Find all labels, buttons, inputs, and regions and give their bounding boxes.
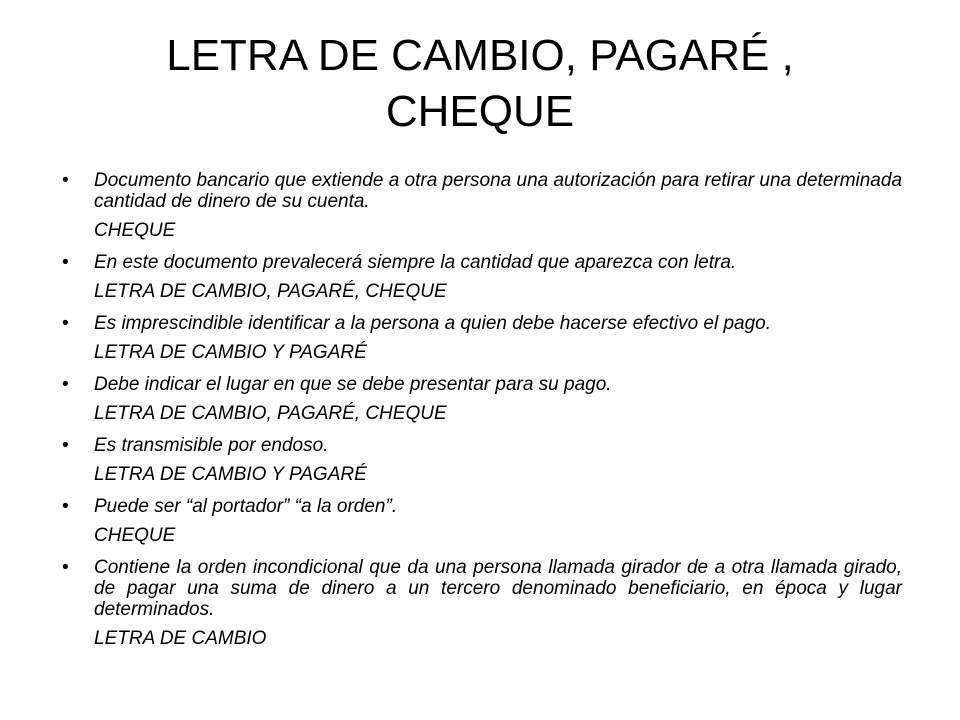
question-text: Contiene la orden incondicional que da una persona llamada girador de a otra llamada girado, de pagar una suma de dinero a un tercero denominado beneficiario, en época y lugar determinados. [94, 557, 902, 620]
question-text: En este documento prevalecerá siempre la cantidad que aparezca con letra. [94, 252, 737, 273]
slide-content [62, 170, 902, 660]
bullet-icon: • [62, 170, 69, 191]
question-item [62, 557, 902, 620]
answer-text: CHEQUE [94, 525, 176, 546]
question-text: Puede ser “al portador” “a la orden”. [94, 496, 398, 517]
answer-text: LETRA DE CAMBIO, PAGARÉ, CHEQUE [94, 281, 447, 302]
question-text: Es transmisible por endoso. [94, 435, 329, 456]
answer-text: LETRA DE CAMBIO [94, 628, 267, 649]
question-item [62, 374, 902, 395]
question-item [62, 435, 902, 456]
answer-text: LETRA DE CAMBIO Y PAGARÉ [94, 342, 367, 363]
bullet-icon: • [62, 313, 69, 334]
bullet-icon: • [62, 557, 69, 578]
question-item [62, 496, 902, 517]
question-text: Debe indicar el lugar en que se debe presentar para su pago. [94, 374, 612, 395]
answer-text: LETRA DE CAMBIO Y PAGARÉ [94, 464, 367, 485]
question-text: Documento bancario que extiende a otra persona una autorización para retirar una determinada cantidad de dinero de su cuenta. [94, 170, 903, 212]
answer-text: LETRA DE CAMBIO, PAGARÉ, CHEQUE [94, 403, 447, 424]
slide-title: LETRA DE CAMBIO, PAGARÉ , CHEQUE [166, 31, 794, 136]
bullet-icon: • [62, 496, 69, 517]
question-item [62, 313, 902, 334]
question-text: Es imprescindible identificar a la persona a quien debe hacerse efectivo el pago. [94, 313, 772, 334]
question-item [62, 170, 902, 212]
bullet-icon: • [62, 435, 69, 456]
bullet-icon: • [62, 252, 69, 273]
bullet-icon: • [62, 374, 69, 395]
question-item [62, 252, 902, 273]
answer-text: CHEQUE [94, 220, 176, 241]
